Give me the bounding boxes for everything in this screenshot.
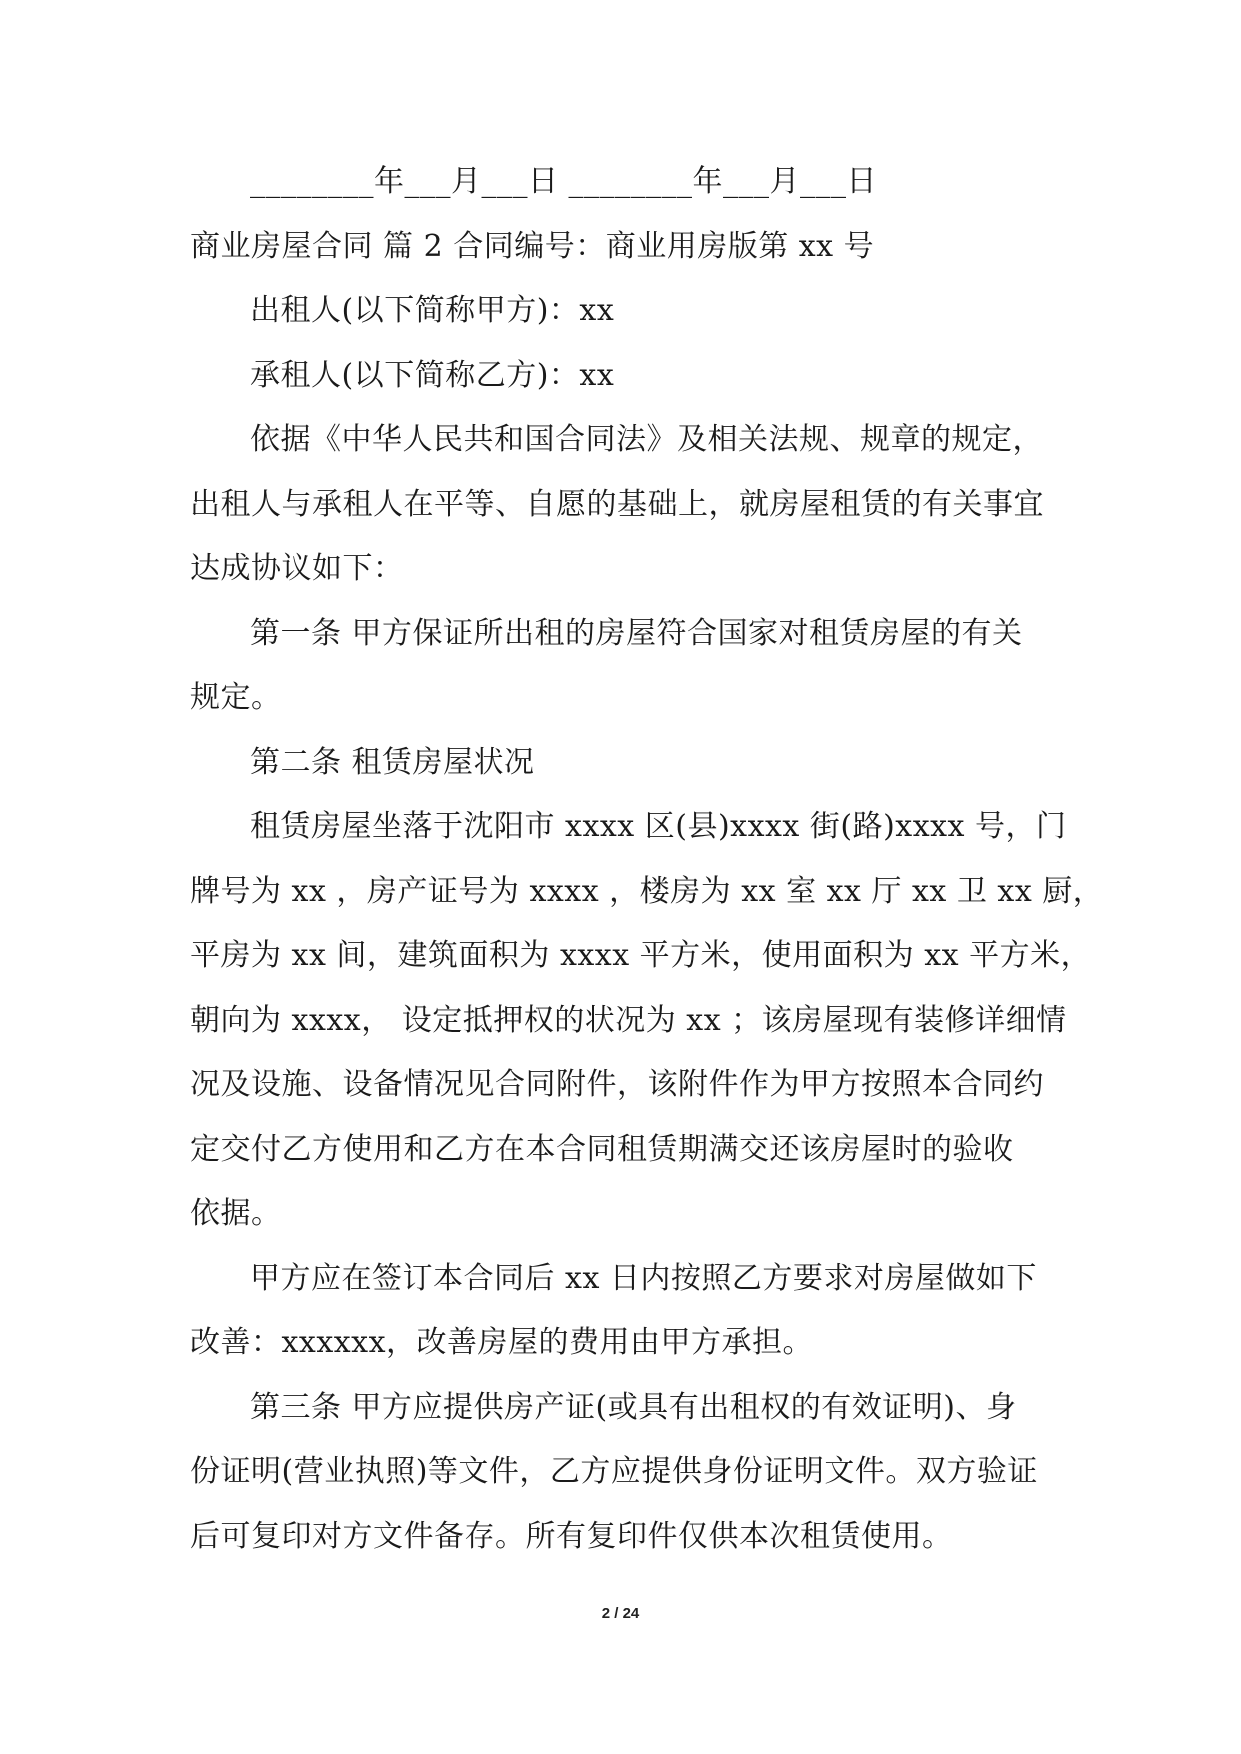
- article-2-heading: 第二条 租赁房屋状况: [250, 744, 535, 780]
- paragraph-line: 出租人与承租人在平等、自愿的基础上，就房屋租赁的有关事宜: [190, 486, 1044, 522]
- paragraph-line: 定交付乙方使用和乙方在本合同租赁期满交还该房屋时的验收: [190, 1131, 1014, 1167]
- document-page: [190, 150, 1104, 1569]
- lessee-line: 承租人(以下简称乙方)：xx: [250, 357, 615, 393]
- paragraph-line: 朝向为 xxxx， 设定抵押权的状况为 xx ；该房屋现有装修详细情: [190, 1002, 1067, 1038]
- page-number: 2 / 24: [601, 1605, 640, 1622]
- paragraph-line: 况及设施、设备情况见合同附件，该附件作为甲方按照本合同约: [190, 1067, 1044, 1102]
- paragraph-line: 后可复印对方文件备存。所有复印件仅供本次租赁使用。: [190, 1518, 953, 1554]
- article-1-line: 第一条 甲方保证所出租的房屋符合国家对租赁房屋的有关: [250, 615, 1023, 651]
- article-3-line: 第三条 甲方应提供房产证(或具有出租权的有效证明)、身: [250, 1389, 1017, 1425]
- paragraph-line: 改善：xxxxxx，改善房屋的费用由甲方承担。: [190, 1325, 814, 1360]
- paragraph-line: 依据。: [190, 1196, 282, 1231]
- paragraph-line: 依据《中华人民共和国合同法》及相关法规、规章的规定，: [250, 422, 1043, 457]
- paragraph-line: 达成协议如下：: [190, 551, 404, 586]
- paragraph-line: 份证明(营业执照)等文件，乙方应提供身份证明文件。双方验证: [190, 1454, 1038, 1489]
- contract-title: 商业房屋合同 篇 2 合同编号：商业用房版第 xx 号: [190, 228, 875, 264]
- paragraph-line: 牌号为 xx ，房产证号为 xxxx ，楼房为 xx 室 xx 厅 xx 卫 xx 厨，: [190, 873, 1104, 909]
- date-line: ________年___月___日 ________年___月___日: [250, 164, 878, 199]
- paragraph-line: 平房为 xx 间，建筑面积为 xxxx 平方米，使用面积为 xx 平方米，: [190, 938, 1092, 973]
- paragraph-line: 租赁房屋坐落于沈阳市 xxxx 区(县)xxxx 街(路)xxxx 号，门: [250, 809, 1067, 844]
- paragraph-line: 规定。: [190, 680, 282, 715]
- paragraph-line: 甲方应在签订本合同后 xx 日内按照乙方要求对房屋做如下: [250, 1260, 1037, 1296]
- lessor-line: 出租人(以下简称甲方)：xx: [250, 293, 615, 328]
